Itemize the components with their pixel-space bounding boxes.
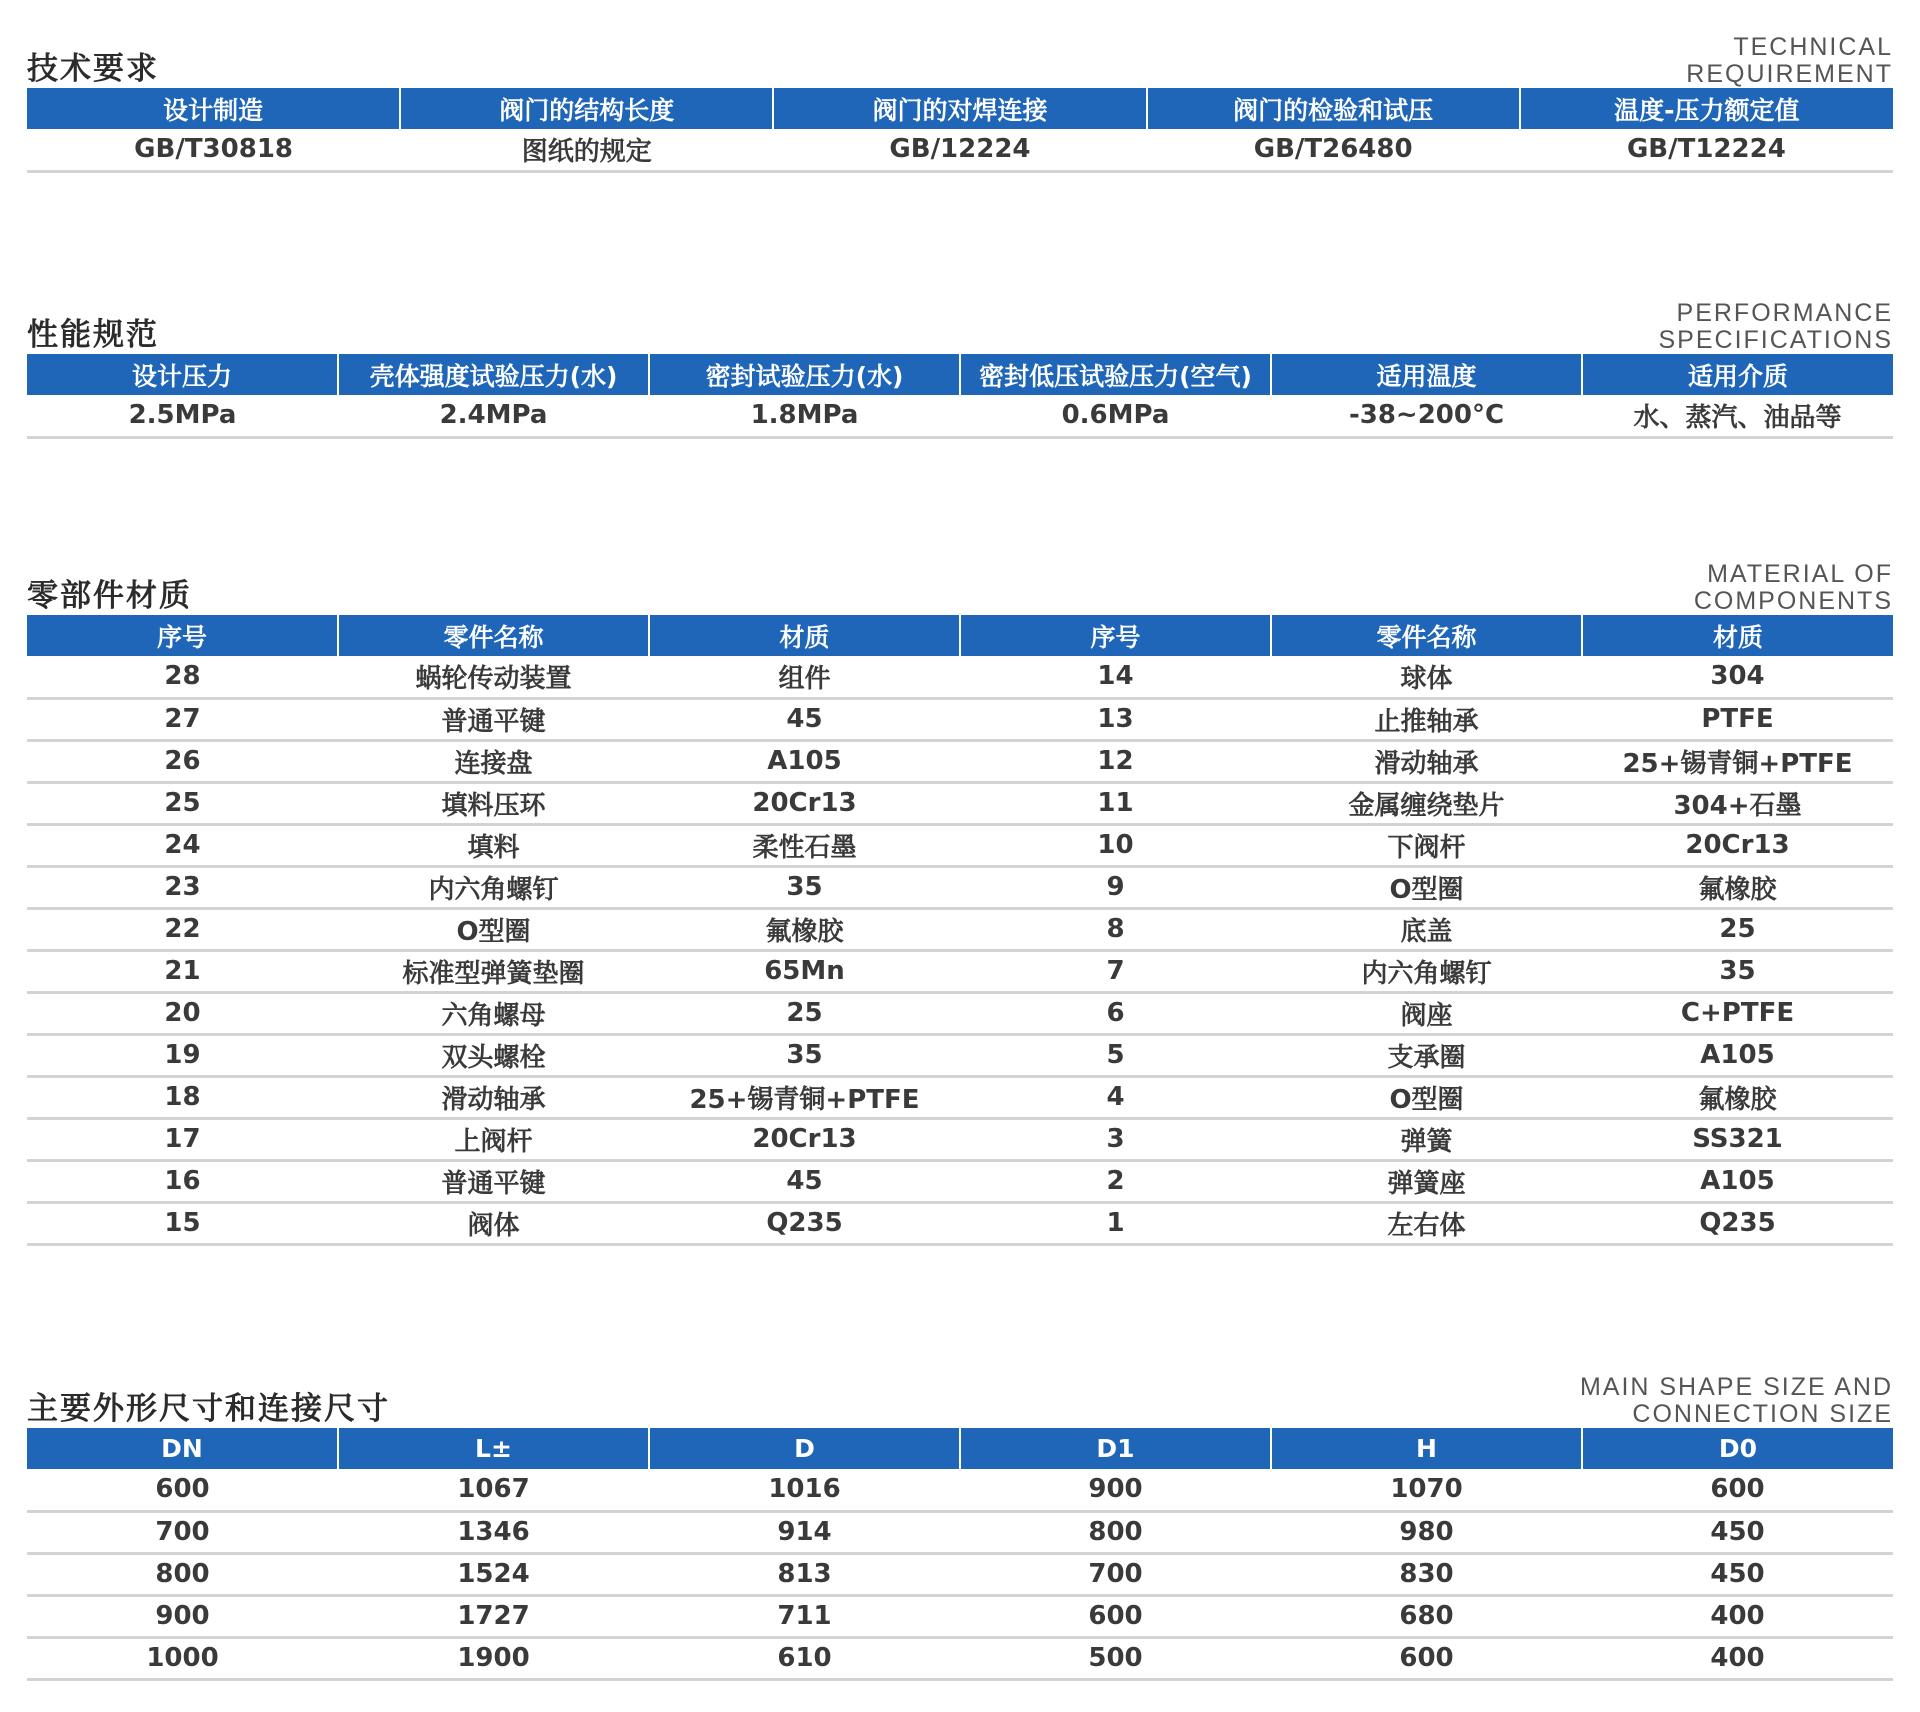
section-title-en-line: TECHNICAL — [1733, 33, 1893, 61]
section-material-of-components — [27, 548, 1893, 1246]
table-cell: -38~200°C — [1271, 395, 1582, 437]
table-cell: 304 — [1582, 656, 1893, 698]
column-header: 适用温度 — [1271, 354, 1582, 395]
table-cell: 2.5MPa — [27, 395, 338, 437]
table-cell: 45 — [649, 1160, 960, 1202]
table-cell: 20Cr13 — [649, 1118, 960, 1160]
table-cell: 柔性石墨 — [649, 824, 960, 866]
table-cell: 18 — [27, 1076, 338, 1118]
table-row — [27, 1469, 1893, 1511]
table-cell: 1067 — [338, 1469, 649, 1511]
table-cell: 23 — [27, 866, 338, 908]
table-cell: 980 — [1271, 1511, 1582, 1553]
table-cell: 25 — [1582, 908, 1893, 950]
table-cell: 45 — [649, 698, 960, 740]
table-cell: 1016 — [649, 1469, 960, 1511]
table-cell: 800 — [27, 1553, 338, 1595]
table-header-row — [27, 354, 1893, 395]
table-cell: 2.4MPa — [338, 395, 649, 437]
table-cell: 25+锡青铜+PTFE — [1582, 740, 1893, 782]
table-row — [27, 866, 1893, 908]
column-header: 温度-压力额定值 — [1520, 88, 1893, 129]
table-cell: 900 — [27, 1595, 338, 1637]
section-title-en — [1686, 34, 1893, 88]
section-title-en-line: MATERIAL OF — [1707, 560, 1893, 588]
section-main-shape-size — [27, 1360, 1893, 1681]
table-cell: 7 — [960, 950, 1271, 992]
table-cell: 氟橡胶 — [649, 908, 960, 950]
table-cell: 25+锡青铜+PTFE — [649, 1076, 960, 1118]
column-header: 适用介质 — [1582, 354, 1893, 395]
table-cell: 六角螺母 — [338, 992, 649, 1034]
table-cell: 10 — [960, 824, 1271, 866]
table-cell: 1000 — [27, 1637, 338, 1679]
table-cell: 22 — [27, 908, 338, 950]
table-row — [27, 1076, 1893, 1118]
table-row — [27, 1511, 1893, 1553]
table-cell: 610 — [649, 1637, 960, 1679]
dimensions-table — [27, 1428, 1893, 1681]
section-title-en-line: MAIN SHAPE SIZE AND — [1579, 1373, 1893, 1401]
section-title-en — [1580, 1374, 1893, 1428]
section-header — [27, 288, 1893, 354]
table-cell: C+PTFE — [1582, 992, 1893, 1034]
column-header: 阀门的对焊连接 — [773, 88, 1146, 129]
table-cell: 25 — [27, 782, 338, 824]
table-cell: 28 — [27, 656, 338, 698]
table-cell: 20Cr13 — [1582, 824, 1893, 866]
section-title-en-line: PERFORMANCE — [1676, 299, 1893, 327]
table-cell: 35 — [649, 1034, 960, 1076]
table-cell: 20 — [27, 992, 338, 1034]
table-cell: 氟橡胶 — [1582, 866, 1893, 908]
table-cell: 2 — [960, 1160, 1271, 1202]
table-cell: 600 — [1582, 1469, 1893, 1511]
section-performance-specifications — [27, 288, 1893, 439]
table-cell: O型圈 — [1271, 1076, 1582, 1118]
table-cell: 弹簧座 — [1271, 1160, 1582, 1202]
column-header: 密封试验压力(水) — [649, 354, 960, 395]
table-cell: 金属缠绕垫片 — [1271, 782, 1582, 824]
table-row — [27, 740, 1893, 782]
table-cell: 水、蒸汽、油品等 — [1582, 395, 1893, 437]
table-row — [27, 395, 1893, 437]
table-cell: GB/T12224 — [1520, 129, 1893, 171]
table-row — [27, 129, 1893, 171]
table-cell: GB/12224 — [773, 129, 1146, 171]
table-cell: 1 — [960, 1202, 1271, 1244]
table-cell: 填料 — [338, 824, 649, 866]
technical-requirement-table — [27, 88, 1893, 173]
table-cell: 26 — [27, 740, 338, 782]
table-cell: A105 — [1582, 1160, 1893, 1202]
table-cell: 600 — [27, 1469, 338, 1511]
table-header-row — [27, 615, 1893, 656]
column-header: 材质 — [649, 615, 960, 656]
column-header: 设计压力 — [27, 354, 338, 395]
table-cell: 35 — [1582, 950, 1893, 992]
table-cell: 普通平键 — [338, 698, 649, 740]
table-cell: 20Cr13 — [649, 782, 960, 824]
table-cell: 6 — [960, 992, 1271, 1034]
section-title: 技术要求 — [27, 51, 159, 87]
section-technical-requirement — [27, 28, 1893, 173]
section-title-en — [1658, 300, 1893, 354]
table-cell: 27 — [27, 698, 338, 740]
table-row — [27, 1034, 1893, 1076]
table-row — [27, 1553, 1893, 1595]
table-cell: 680 — [1271, 1595, 1582, 1637]
table-cell: 16 — [27, 1160, 338, 1202]
table-cell: 21 — [27, 950, 338, 992]
table-cell: 711 — [649, 1595, 960, 1637]
table-cell: A105 — [649, 740, 960, 782]
table-row — [27, 698, 1893, 740]
table-cell: 600 — [1271, 1637, 1582, 1679]
column-header: 密封低压试验压力(空气) — [960, 354, 1271, 395]
table-row — [27, 782, 1893, 824]
table-cell: 支承圈 — [1271, 1034, 1582, 1076]
table-cell: 15 — [27, 1202, 338, 1244]
table-row — [27, 1637, 1893, 1679]
table-cell: 内六角螺钉 — [1271, 950, 1582, 992]
column-header: 零件名称 — [1271, 615, 1582, 656]
table-row — [27, 656, 1893, 698]
table-cell: 400 — [1582, 1637, 1893, 1679]
column-header: 设计制造 — [27, 88, 400, 129]
section-title: 主要外形尺寸和连接尺寸 — [27, 1391, 390, 1427]
column-header: 序号 — [27, 615, 338, 656]
section-header — [27, 548, 1893, 615]
table-cell: O型圈 — [1271, 866, 1582, 908]
table-row — [27, 950, 1893, 992]
table-cell: 304+石墨 — [1582, 782, 1893, 824]
column-header: 序号 — [960, 615, 1271, 656]
table-cell: 弹簧 — [1271, 1118, 1582, 1160]
table-cell: 13 — [960, 698, 1271, 740]
materials-table — [27, 615, 1893, 1246]
table-cell: Q235 — [649, 1202, 960, 1244]
table-cell: 1.8MPa — [649, 395, 960, 437]
table-cell: 813 — [649, 1553, 960, 1595]
table-cell: 830 — [1271, 1553, 1582, 1595]
column-header: 壳体强度试验压力(水) — [338, 354, 649, 395]
table-cell: 图纸的规定 — [400, 129, 773, 171]
table-cell: 35 — [649, 866, 960, 908]
table-cell: 普通平键 — [338, 1160, 649, 1202]
table-cell: 9 — [960, 866, 1271, 908]
table-cell: 3 — [960, 1118, 1271, 1160]
table-cell: 填料压环 — [338, 782, 649, 824]
column-header: 零件名称 — [338, 615, 649, 656]
table-cell: O型圈 — [338, 908, 649, 950]
table-row — [27, 1202, 1893, 1244]
table-cell: 蜗轮传动装置 — [338, 656, 649, 698]
table-cell: 5 — [960, 1034, 1271, 1076]
column-header: H — [1271, 1428, 1582, 1469]
table-header-row — [27, 1428, 1893, 1469]
table-cell: 左右体 — [1271, 1202, 1582, 1244]
column-header: D — [649, 1428, 960, 1469]
performance-table — [27, 354, 1893, 439]
column-header: L± — [338, 1428, 649, 1469]
table-cell: 450 — [1582, 1511, 1893, 1553]
table-cell: 65Mn — [649, 950, 960, 992]
table-cell: 1346 — [338, 1511, 649, 1553]
table-cell: 1900 — [338, 1637, 649, 1679]
table-cell: 底盖 — [1271, 908, 1582, 950]
table-cell: 连接盘 — [338, 740, 649, 782]
table-cell: A105 — [1582, 1034, 1893, 1076]
column-header: 材质 — [1582, 615, 1893, 656]
table-cell: PTFE — [1582, 698, 1893, 740]
table-cell: 0.6MPa — [960, 395, 1271, 437]
table-cell: 19 — [27, 1034, 338, 1076]
table-cell: GB/T30818 — [27, 129, 400, 171]
section-header — [27, 28, 1893, 88]
table-cell: Q235 — [1582, 1202, 1893, 1244]
table-cell: 700 — [27, 1511, 338, 1553]
table-cell: 上阀杆 — [338, 1118, 649, 1160]
table-cell: 17 — [27, 1118, 338, 1160]
table-cell: 双头螺栓 — [338, 1034, 649, 1076]
column-header: D0 — [1582, 1428, 1893, 1469]
table-cell: 组件 — [649, 656, 960, 698]
table-cell: 1524 — [338, 1553, 649, 1595]
section-title-en-line: REQUIREMENT — [1686, 60, 1893, 88]
table-cell: 700 — [960, 1553, 1271, 1595]
table-cell: 阀体 — [338, 1202, 649, 1244]
table-cell: 25 — [649, 992, 960, 1034]
table-cell: SS321 — [1582, 1118, 1893, 1160]
table-cell: 14 — [960, 656, 1271, 698]
table-cell: 标准型弹簧垫圈 — [338, 950, 649, 992]
table-row — [27, 992, 1893, 1034]
table-cell: 500 — [960, 1637, 1271, 1679]
table-row — [27, 908, 1893, 950]
column-header: 阀门的检验和试压 — [1147, 88, 1520, 129]
table-cell: GB/T26480 — [1147, 129, 1520, 171]
table-cell: 滑动轴承 — [1271, 740, 1582, 782]
table-cell: 450 — [1582, 1553, 1893, 1595]
table-cell: 1070 — [1271, 1469, 1582, 1511]
table-cell: 400 — [1582, 1595, 1893, 1637]
section-header — [27, 1360, 1893, 1428]
section-title: 零部件材质 — [27, 578, 192, 614]
section-title: 性能规范 — [27, 317, 159, 353]
table-cell: 914 — [649, 1511, 960, 1553]
table-row — [27, 1160, 1893, 1202]
table-cell: 24 — [27, 824, 338, 866]
table-header-row — [27, 88, 1893, 129]
column-header: DN — [27, 1428, 338, 1469]
table-cell: 氟橡胶 — [1582, 1076, 1893, 1118]
table-cell: 900 — [960, 1469, 1271, 1511]
table-cell: 止推轴承 — [1271, 698, 1582, 740]
table-cell: 800 — [960, 1511, 1271, 1553]
table-row — [27, 1595, 1893, 1637]
table-cell: 11 — [960, 782, 1271, 824]
column-header: 阀门的结构长度 — [400, 88, 773, 129]
column-header: D1 — [960, 1428, 1271, 1469]
section-title-en-line: SPECIFICATIONS — [1658, 326, 1893, 354]
table-cell: 12 — [960, 740, 1271, 782]
table-cell: 阀座 — [1271, 992, 1582, 1034]
table-cell: 内六角螺钉 — [338, 866, 649, 908]
table-cell: 1727 — [338, 1595, 649, 1637]
section-title-en-line: COMPONENTS — [1693, 587, 1893, 615]
table-row — [27, 1118, 1893, 1160]
table-cell: 600 — [960, 1595, 1271, 1637]
table-cell: 8 — [960, 908, 1271, 950]
table-cell: 球体 — [1271, 656, 1582, 698]
table-cell: 滑动轴承 — [338, 1076, 649, 1118]
table-cell: 4 — [960, 1076, 1271, 1118]
section-title-en — [1694, 561, 1893, 615]
table-row — [27, 824, 1893, 866]
section-title-en-line: CONNECTION SIZE — [1632, 1400, 1893, 1428]
table-cell: 下阀杆 — [1271, 824, 1582, 866]
